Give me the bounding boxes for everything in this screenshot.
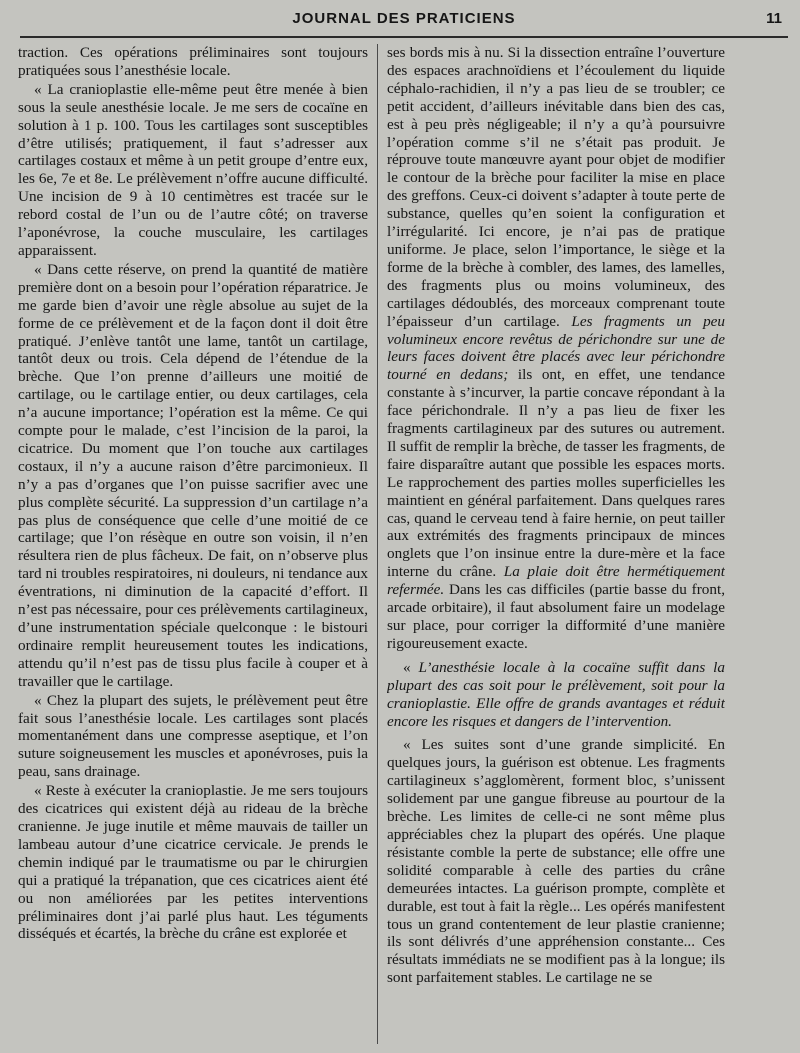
right-column (387, 44, 725, 1044)
paragraph: « La cranioplastie elle-même peut être menée à bien sous la seule anesthésie locale. Je me sers de cocaïne en solution à 1 p. 100. Tous les cartilages sont susceptibles d’être utilisés; pratiquement, il faut s’adresser aux cartilages costaux et même à un petit groupe d’entre eux, les 6e, 7e et 8e. Le prélèvement n’offre aucune difficulté. Une incision de 9 à 10 centimètres est tracée sur le rebord costal de l’un ou de l’autre côté; on traverse l’aponévrose, la couche musculaire, les cartilages apparaissent. (18, 80, 368, 259)
italic-text: L’anesthésie locale à la cocaïne suffit dans la plupart des cas soit pour le prélèvement, soit pour la cranioplastie. Elle offre de grands avantages et réduit encore les risques et dangers de l’intervention. (387, 658, 725, 730)
paragraph: traction. Ces opérations préliminaires sont toujours pratiquées sous l’anesthésie locale. (18, 44, 368, 79)
paragraph: « Dans cette réserve, on prend la quantité de matière première dont on a besoin pour l’opération réparatrice. Je me garde bien d’avoir une règle absolue au sujet de la forme de ce prélèvement et de la façon dont il doit être pratiqué. J’enlève tantôt une lame, tantôt un cartilage, tantôt deux ou trois. Cela dépend de l’étendue de la brèche. Que l’on prenne d’ailleurs une moitié de cartilage, ou le cartilage entier, ou deux cartilages, cela n’a aucune importance; l’opération est la même. Ce qui compte pour le malade, c’est l’incision de la paroi, la cicatrice. Du moment que l’on touche aux cartilages costaux, il n’y a aucune raison d’être parcimonieux. Il n’y a pas d’organes que l’on puisse sacrifier avec une plus complète sécurité. La suppression d’un cartilage n’a pas plus de conséquence que celle d’une moitié de ce cartilage; que l’on résèque en outre son voisin, il n’en résultera rien de plus fâcheux. De fait, on n’observe plus tard ni troubles respiratoires, ni douleurs, ni tendance aux éventrations, ni diminution de la capacité d’effort. Il n’est pas nécessaire, pour ces prélèvements cartilagineux, d’une instrumentation spéciale quelconque : le bistouri ordinaire remplit heureusement toutes les indications, attendu qu’il n’est pas de tissu plus facile à couper et à travailler que le cartilage. (18, 260, 368, 690)
page-header (20, 8, 788, 38)
paragraph (387, 44, 725, 653)
paragraph-text: ils ont, en effet, une tendance constante à s’incurver, la partie concave répondant à la face périchondrale. Il n’y a pas lieu de fixer les fragments cartilagineux par des sutures ou autrement. Il suffit de remplir la brèche, de tasser les fragments, de faire disparaître autant que possible les espaces morts. Le rapprochement des parties molles superficielles les maintient en général parfaitement. Dans quelques rares cas, quand le cerveau tend à faire hernie, on peut tailler aux extrémités des fragments principaux de minces onglets que l’on insinue entre la dure-mère et la face interne du crâne. (387, 366, 725, 581)
paragraph-text: ses bords mis à nu. Si la dissection entraîne l’ouverture des espaces arachnoïdiens et l’écoulement du liquide céphalo-rachidien, il n’y a pas lieu de se troubler; ce petit accident, d’ailleurs inévitable dans bien des cas, est à peu près négligeable; il n’y a qu’à poursuivre l’opération comme s’il ne s’était pas produit. Je réprouve toute manœuvre ayant pour objet de modifier le contour de la brèche pour faciliter la mise en place des greffons. Ceux-ci doivent s’adapter à toute perte de substance, quelles qu’en soient la configuration et l’irrégularité. Ici encore, je n’ai pas de pratique uniforme. Je place, selon l’importance, le siège et la forme de la brèche à combler, des lames, des lamelles, des fragments plus ou moins volumineux, des cartilages dédoublés, des morceaux comprenant toute l’épaisseur d’un cartilage. (387, 44, 725, 330)
quote-mark: « (403, 658, 419, 676)
paragraph: « Chez la plupart des sujets, le prélèvement peut être fait sous l’anesthésie locale. Les cartilages sont placés momentanément dans une compresse aseptique, et l’on suture soigneusement les muscles et aponévroses, puis la peau, sans drainage. (18, 691, 368, 781)
paragraph: « Les suites sont d’une grande simplicité. En quelques jours, la guérison est obtenue. Les fragments cartilagineux s’agglomèrent, forment bloc, s’unissent solidement par une gangue fibreuse au pourtour de la brèche. Les limites de celle-ci ne sont même plus appréciables chez la plupart des opérés. Une plaque résistante comble la perte de substance; elle offre une solidité comparable à celle des parties du crâne demeurées intactes. La guérison prompte, complète et durable, est tout à fait la règle... Les opérés manifestent tous un grand contentement de leur plastie cranienne; ils sont délivrés d’une appréhension constante... Ces résultats immédiats ne se modifient pas à la longue; ils sont parfaitement stables. Le cartilage ne se (387, 736, 725, 987)
paragraph: « Reste à exécuter la cranioplastie. Je me sers toujours des cicatrices qui existent déjà au rideau de la brèche cranienne. Je juge inutile et même mauvais de tailler un lambeau autour d’une cicatrice cervicale. Je prends le chemin indiqué par le traumatisme ou par le chirurgien qui a pratiqué la trépanation, que ces cicatrices aient été ou non améliorées par les petites interventions préliminaires dont j’ai parlé plus haut. Les téguments disséqués et écartés, la brèche du crâne est explorée et (18, 782, 368, 943)
paragraph-text: Dans les cas difficiles (partie basse du front, arcade orbitaire), il faut absolument faire un modelage sur place, pour corriger la difformité d’une manière rigoureusement exacte. (387, 581, 725, 652)
page-number: 11 (766, 10, 782, 27)
italic-text: La plaie doit être hermétiquement refermée. (387, 563, 725, 599)
journal-title: JOURNAL DES PRATICIENS (292, 10, 516, 27)
column-divider (377, 44, 378, 1044)
italic-text: Les fragments un peu volumineux encore revêtus de périchondre sur une de leurs faces doivent être placés avec leur périchondre tourné en dedans; (387, 312, 725, 384)
left-column (18, 44, 368, 1044)
italic-quote-paragraph (387, 659, 725, 731)
